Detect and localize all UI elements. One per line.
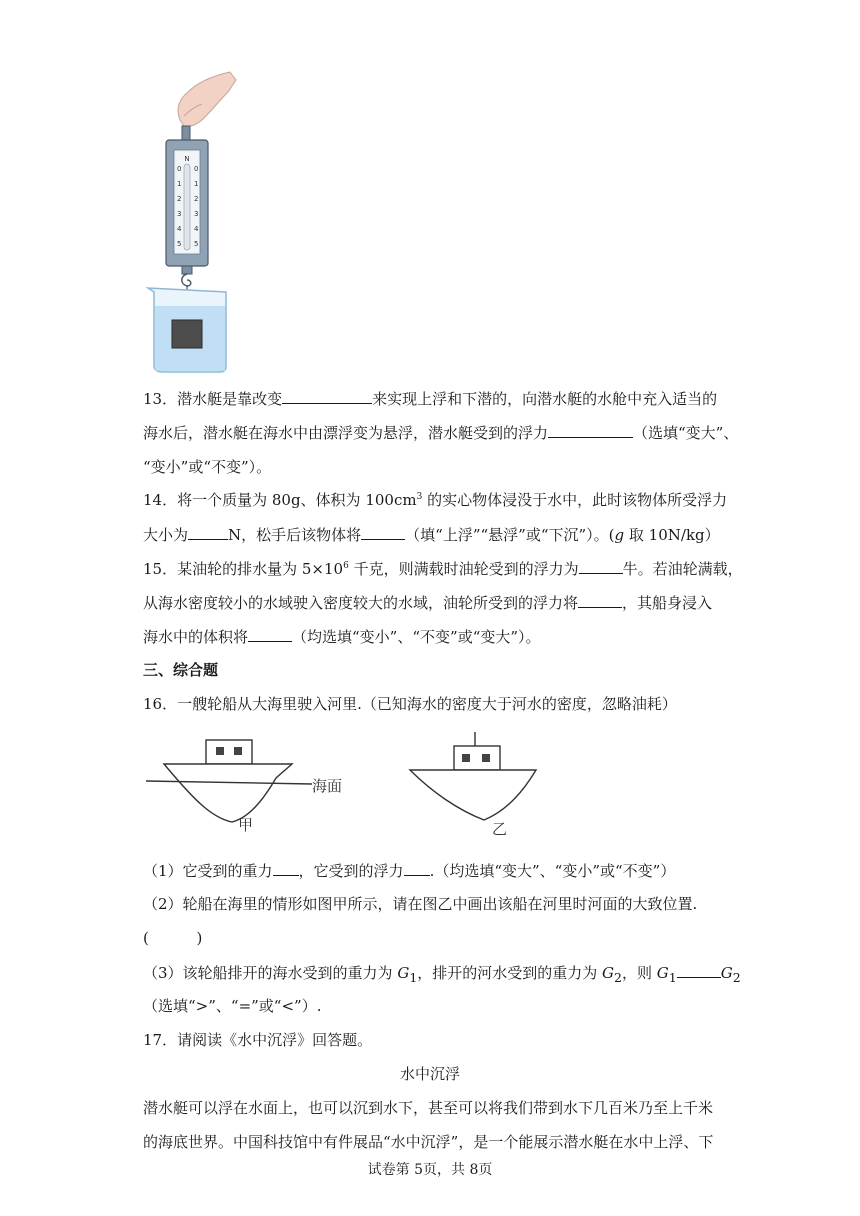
q16-subscript: 1	[668, 970, 677, 985]
scale-tick-left-1: 1	[177, 180, 182, 188]
q16-subscript: 1	[409, 970, 418, 985]
scale-tick-left-0: 0	[177, 165, 182, 173]
q14-text: （填“上浮”“悬浮”或“下沉”）。(	[405, 526, 615, 544]
scale-tick-right-4: 4	[194, 225, 199, 233]
q17-stem: 17．请阅读《水中沉浮》回答题。	[143, 1031, 373, 1049]
q14-superscript: 3	[416, 492, 423, 502]
q15-line-1	[143, 558, 743, 579]
q16-variable: G	[720, 964, 733, 982]
q15-text: 牛。若油轮满载，	[622, 560, 743, 578]
figure-label-jia: 甲	[238, 816, 254, 834]
ship-figure-yi	[404, 726, 564, 838]
q13-line-3	[143, 457, 271, 477]
scale-tick-right-1: 1	[194, 180, 199, 188]
scale-tick-left-3: 3	[177, 210, 182, 218]
q13-line-2	[143, 422, 738, 443]
q16-stem: 16．一艘轮船从大海里驶入河里.（已知海水的密度大于河水的密度，忽略油耗）	[143, 695, 677, 713]
q14-variable-g: g	[614, 526, 625, 544]
q16-variable: G	[656, 964, 669, 982]
q15-line-2	[143, 592, 712, 613]
q13-line-1	[143, 388, 717, 409]
q16-text: （3）该轮船排开的海水受到的重力为	[143, 964, 398, 982]
q16-answer-bracket[interactable]: ( )	[143, 929, 203, 947]
q16-subscript: 2	[614, 970, 622, 985]
q15-text: ，其船身浸入	[622, 594, 713, 612]
ship-hull-yi	[410, 770, 536, 820]
scale-tick-right-5: 5	[194, 240, 199, 248]
q14-answer-blank-2[interactable]	[361, 524, 405, 540]
scale-tick-right-2: 2	[194, 195, 199, 203]
q13-text: 来实现上浮和下潜的，向潜水艇的水舱中充入适当的	[372, 390, 718, 408]
q14-text: N，松手后该物体将	[228, 526, 362, 544]
q15-answer-blank-1[interactable]	[579, 558, 623, 574]
scale-tick-right-0: 0	[194, 165, 199, 173]
q15-text: （均选填“变小”、“不变”或“变大”）。	[292, 628, 541, 646]
q16-subscript: 2	[732, 970, 741, 985]
q17-paragraph-line-1: 潜水艇可以浮在水面上，也可以沉到水下，甚至可以将我们带到水下几百米乃至上千米	[143, 1099, 714, 1117]
q14-line-2	[143, 524, 720, 545]
q14-answer-blank-1[interactable]	[188, 524, 228, 540]
hand-illustration	[178, 72, 236, 127]
q15-text: 从海水密度较小的水域驶入密度较大的水域，油轮所受到的浮力将	[143, 594, 579, 612]
q15-line-3	[143, 626, 541, 647]
q15-answer-blank-2[interactable]	[578, 592, 622, 608]
scale-tick-left-2: 2	[177, 195, 182, 203]
q13-answer-blank-2[interactable]	[548, 422, 633, 438]
q15-answer-blank-3[interactable]	[248, 626, 292, 642]
q15-text: 海水中的体积将	[143, 628, 249, 646]
q16-part-3-options: （选填“>”、“=”或“<”）.	[143, 997, 322, 1015]
page-footer: 试卷第 5页，共 8页	[367, 1162, 493, 1178]
q13-text: 海水后，潜水艇在海水中由漂浮变为悬浮，潜水艇受到的浮力	[143, 424, 549, 442]
section-heading: 三、综合题	[143, 661, 219, 679]
q16-variable: G	[602, 964, 615, 982]
q14-text: 取 10N/kg）	[624, 526, 720, 544]
q16-text: ，排开的河水受到的重力为	[417, 964, 603, 982]
figure-label-yi: 乙	[492, 820, 508, 838]
q16-text: ，则	[621, 964, 657, 982]
sea-surface-label: 海面	[312, 777, 343, 795]
q16-answer-blank-3[interactable]	[677, 962, 721, 978]
q15-text: 15．某油轮的排水量为 5×10	[143, 560, 344, 578]
scale-tick-left-5: 5	[177, 240, 182, 248]
q15-text: 千克，则满载时油轮受到的浮力为	[348, 560, 579, 578]
scale-unit-label: N	[184, 155, 190, 163]
q14-text: 14．将一个质量为 80g、体积为 100cm	[143, 491, 417, 509]
q16-text: （1）它受到的重力	[143, 862, 273, 880]
scale-tick-left-4: 4	[177, 225, 182, 233]
q16-variable: G	[397, 964, 410, 982]
ship-figure	[140, 726, 360, 838]
q14-text: 大小为	[143, 526, 189, 544]
q14-line-1	[143, 490, 727, 510]
spring-scale-figure	[140, 70, 250, 375]
q16-text: ，它受到的浮力	[298, 862, 404, 880]
q13-text: “变小”或“不变”）。	[143, 458, 272, 476]
q16-answer-blank-1[interactable]	[273, 860, 299, 876]
q17-paragraph-line-2: 的海底世界。中国科技馆中有件展品“水中沉浮”，是一个能展示潜水艇在水中上浮、下	[143, 1133, 714, 1151]
ship-hull-jia	[164, 764, 292, 822]
q16-text: .（均选填“变大”、“变小”或“不变”）	[429, 862, 676, 880]
q16-part-1	[143, 860, 675, 881]
q15-superscript: 6	[343, 561, 349, 571]
q17-article-title: 水中沉浮	[399, 1065, 460, 1083]
q13-text: 13．潜水艇是靠改变	[143, 390, 283, 408]
q16-part-3	[143, 962, 741, 988]
q13-answer-blank-1[interactable]	[282, 388, 372, 404]
submerged-block	[172, 320, 202, 348]
q16-answer-blank-2[interactable]	[404, 860, 430, 876]
q16-part-2: （2）轮船在海里的情形如图甲所示，请在图乙中画出该船在河里时河面的大致位置.	[143, 895, 698, 913]
q13-text: （选填“变大”、	[633, 424, 739, 442]
q14-text: 的实心物体浸没于水中，此时该物体所受浮力	[422, 491, 728, 509]
scale-tick-right-3: 3	[194, 210, 199, 218]
